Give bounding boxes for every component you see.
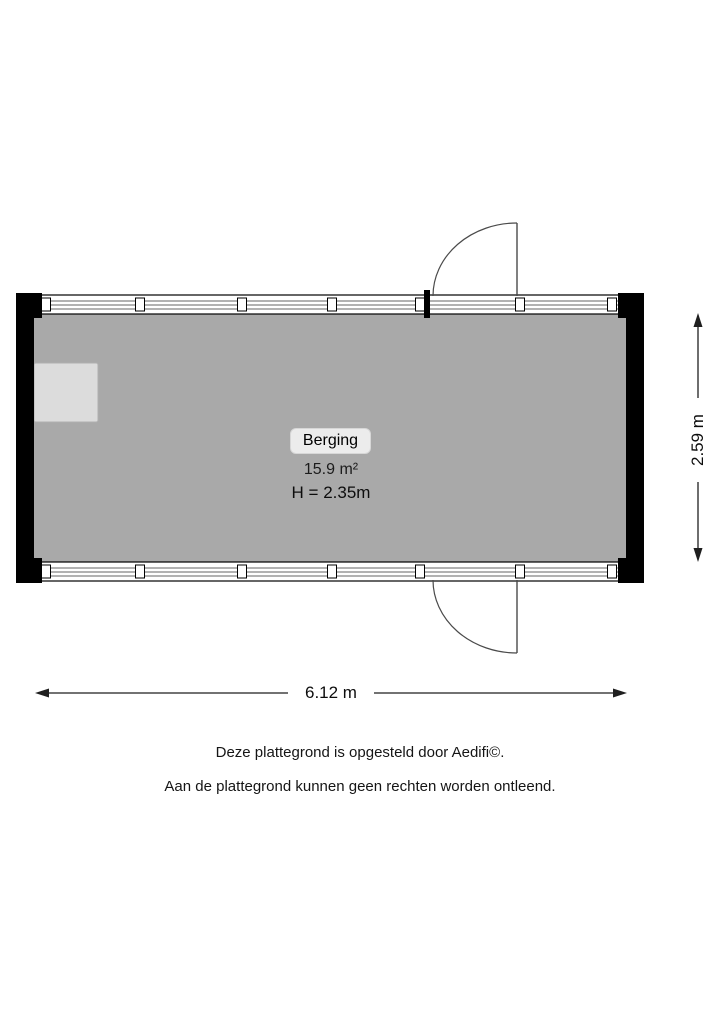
arrow-up-icon — [694, 313, 703, 327]
wall-right — [626, 293, 644, 583]
window-divider — [328, 298, 337, 311]
wall-corner-top-right — [618, 293, 644, 318]
footer-disclaimer-line2: Aan de plattegrond kunnen geen rechten worden ontleend. — [164, 778, 556, 795]
window-divider — [136, 298, 145, 311]
window-divider — [608, 298, 617, 311]
arrow-right-icon — [613, 689, 627, 698]
room-ceiling-height-label: H = 2.35m — [291, 483, 371, 502]
door-jamb — [424, 290, 430, 318]
window-divider — [328, 565, 337, 578]
door-bottom — [433, 580, 517, 653]
dimension-width-label: 6.12 m — [305, 683, 357, 702]
footer-disclaimer-line1: Deze plattegrond is opgesteld door Aedifi©. — [215, 744, 505, 761]
window-divider — [608, 565, 617, 578]
window-divider — [516, 298, 525, 311]
door-swing-arc-icon — [433, 223, 517, 296]
window-divider — [516, 565, 525, 578]
window-divider — [136, 565, 145, 578]
window-divider — [238, 298, 247, 311]
wall-corner-bottom-right — [618, 558, 644, 583]
fixture-block — [34, 363, 98, 422]
window-wall-top — [34, 295, 626, 314]
window-divider — [238, 565, 247, 578]
wall-left — [16, 293, 34, 583]
wall-corner-top-left — [16, 293, 42, 318]
room-name-text: Berging — [302, 432, 359, 449]
room-name-label — [290, 428, 371, 454]
window-divider — [42, 298, 51, 311]
arrow-left-icon — [35, 689, 49, 698]
arrow-down-icon — [694, 548, 703, 562]
dimension-height-label: 2.59 m — [688, 414, 707, 466]
window-divider — [416, 298, 425, 311]
door-swing-arc-icon — [433, 580, 517, 653]
window-divider — [42, 565, 51, 578]
room-area-label: 15.9 m² — [303, 461, 359, 478]
window-divider — [416, 565, 425, 578]
window-wall-bottom — [34, 562, 626, 581]
wall-corner-bottom-left — [16, 558, 42, 583]
